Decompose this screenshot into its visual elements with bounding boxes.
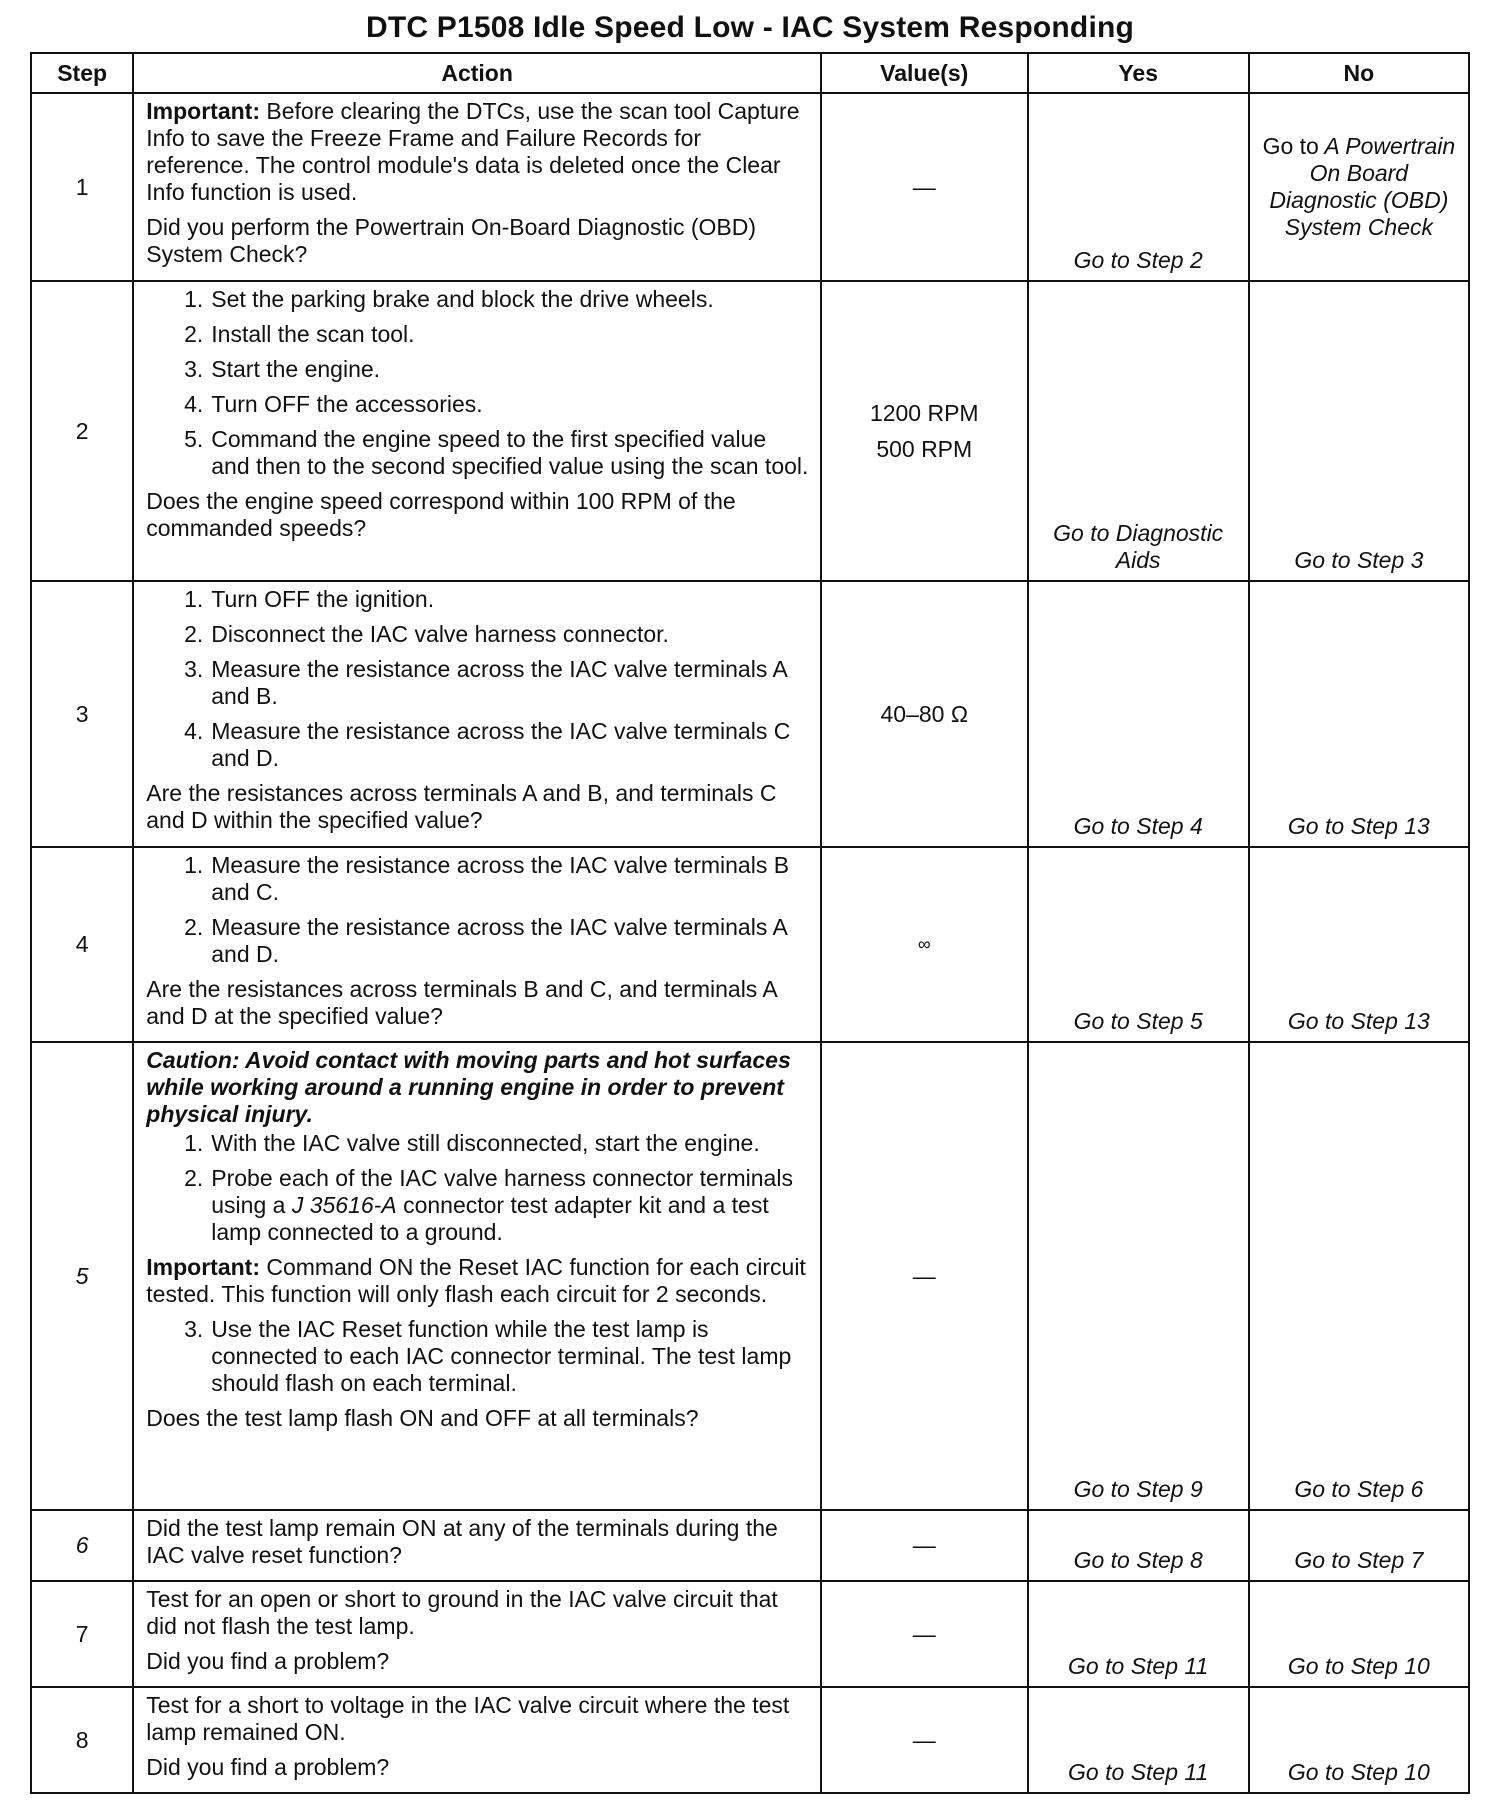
action-steps-list (146, 852, 810, 968)
no-link[interactable]: A Powertrain On Board Diagnostic (OBD) System Check (1269, 133, 1456, 240)
document-title: DTC P1508 Idle Speed Low - IAC System Responding (365, 11, 1135, 44)
list-item: 3. Measure the resistance across the IAC valve terminals A and B. (184, 656, 787, 709)
table-row-step-4 (31, 847, 1469, 1042)
yes-cell: Go to Step 2 (1028, 93, 1249, 281)
action-question: Did the test lamp remain ON at any of the terminals during the IAC valve reset function? (146, 1515, 778, 1568)
value-cell: — (821, 1581, 1028, 1687)
list-item: 4. Measure the resistance across the IAC valve terminals C and D. (184, 718, 791, 771)
no-cell: Go to Step 6 (1249, 1042, 1469, 1510)
action-cell (133, 1510, 821, 1581)
yes-cell: Go to Step 8 (1028, 1510, 1249, 1581)
action-question: Did you perform the Powertrain On-Board Diagnostic (OBD) System Check? (146, 214, 757, 267)
no-cell: Go to Step 7 (1249, 1510, 1469, 1581)
action-steps-list (146, 586, 810, 772)
list-item: 1. With the IAC valve still disconnected, start the engine. (184, 1130, 760, 1156)
important-label: Important: (146, 98, 260, 124)
table-row-step-1 (31, 93, 1469, 281)
action-question: Did you find a problem? (146, 1648, 390, 1674)
list-item: 2. Install the scan tool. (184, 321, 415, 347)
value-cell: — (821, 1510, 1028, 1581)
list-item: 1. Measure the resistance across the IAC valve terminals B and C. (184, 852, 790, 905)
action-cell (133, 1581, 821, 1687)
action-question: Are the resistances across terminals A and B, and terminals C and D within the specified value? (146, 780, 777, 833)
yes-cell: Go to Diagnostic Aids (1028, 281, 1249, 581)
value-cell: — (821, 1042, 1028, 1510)
no-prefix: Go to (1262, 133, 1319, 159)
table-row-step-8 (31, 1687, 1469, 1793)
value-line: 1200 RPM (869, 399, 979, 426)
action-text: Test for an open or short to ground in the IAC valve circuit that did not flash the test lamp. (146, 1586, 778, 1639)
list-item: 4. Turn OFF the accessories. (184, 391, 483, 417)
header-values: Value(s) (821, 53, 1028, 93)
step-number: 1 (31, 93, 133, 281)
table-header-row (31, 53, 1469, 93)
action-cell (133, 93, 821, 281)
yes-cell: Go to Step 5 (1028, 847, 1249, 1042)
step-number: 5 (31, 1042, 133, 1510)
list-item: 3. Start the engine. (184, 356, 381, 382)
header-no: No (1249, 53, 1469, 93)
caution-note: Caution: Avoid contact with moving parts and hot surfaces while working around a running engine in order to prevent physical injury. (146, 1047, 791, 1127)
value-cell: ∞ (821, 847, 1028, 1042)
action-text: Test for a short to voltage in the IAC valve circuit where the test lamp remained ON. (146, 1692, 790, 1745)
action-question: Are the resistances across terminals B and C, and terminals A and D at the specified value? (146, 976, 777, 1029)
step-number: 6 (31, 1510, 133, 1581)
value-cell: — (821, 93, 1028, 281)
important-text: Command ON the Reset IAC function for each circuit tested. This function will only flash each circuit for 2 seconds. (146, 1254, 806, 1307)
table-row-step-2 (31, 281, 1469, 581)
list-item: 2. Measure the resistance across the IAC valve terminals A and D. (184, 914, 787, 967)
value-cell: 40–80 Ω (821, 581, 1028, 847)
table-row-step-7 (31, 1581, 1469, 1687)
action-cell (133, 281, 821, 581)
list-item: 3. Use the IAC Reset function while the test lamp is connected to each IAC connector terminal. The test lamp should flash on each terminal. (184, 1316, 792, 1396)
value-line: 500 RPM (876, 435, 973, 462)
action-steps-list (146, 1316, 810, 1397)
diagnostic-table (30, 52, 1470, 1794)
header-step: Step (31, 53, 133, 93)
important-note (146, 1254, 810, 1308)
value-cell (821, 281, 1028, 581)
step-number: 3 (31, 581, 133, 847)
yes-cell: Go to Step 4 (1028, 581, 1249, 847)
step-number: 4 (31, 847, 133, 1042)
action-question: Did you find a problem? (146, 1754, 390, 1780)
no-cell: Go to Step 13 (1249, 847, 1469, 1042)
action-question: Does the test lamp flash ON and OFF at all terminals? (146, 1405, 699, 1431)
no-cell: Go to Step 13 (1249, 581, 1469, 847)
no-cell (1249, 93, 1469, 281)
header-action: Action (133, 53, 821, 93)
action-cell (133, 1042, 821, 1510)
step-number: 7 (31, 1581, 133, 1687)
action-steps-list (146, 1130, 810, 1246)
action-cell (133, 1687, 821, 1793)
value-cell: — (821, 1687, 1028, 1793)
action-cell (133, 581, 821, 847)
yes-cell: Go to Step 11 (1028, 1687, 1249, 1793)
table-row-step-3 (31, 581, 1469, 847)
step-number: 2 (31, 281, 133, 581)
step-number: 8 (31, 1687, 133, 1793)
tool-reference: J 35616-A (291, 1192, 397, 1218)
action-steps-list (146, 286, 810, 480)
important-text: Before clearing the DTCs, use the scan tool Capture Info to save the Freeze Frame and Failure Records for reference. The control module's data is deleted once the Clear Info function is used. (146, 98, 800, 205)
yes-cell: Go to Step 9 (1028, 1042, 1249, 1510)
action-question: Does the engine speed correspond within 100 RPM of the commanded speeds? (146, 488, 736, 541)
no-cell: Go to Step 10 (1249, 1687, 1469, 1793)
important-note (146, 98, 810, 206)
list-item: 2. Disconnect the IAC valve harness connector. (184, 621, 669, 647)
list-item: 1. Turn OFF the ignition. (184, 586, 435, 612)
important-label: Important: (146, 1254, 260, 1280)
list-item: 5. Command the engine speed to the first specified value and then to the second specified value using the scan tool. (184, 426, 809, 479)
table-row-step-6 (31, 1510, 1469, 1581)
yes-cell: Go to Step 11 (1028, 1581, 1249, 1687)
list-item: 1. Set the parking brake and block the drive wheels. (184, 286, 714, 312)
table-row-step-5 (31, 1042, 1469, 1510)
action-cell (133, 847, 821, 1042)
no-cell: Go to Step 10 (1249, 1581, 1469, 1687)
list-item: 2. Probe each of the IAC valve harness connector terminals using a J 35616-A connector test adapter kit and a test lamp connected to a ground. (184, 1165, 793, 1245)
no-cell: Go to Step 3 (1249, 281, 1469, 581)
header-yes: Yes (1028, 53, 1249, 93)
